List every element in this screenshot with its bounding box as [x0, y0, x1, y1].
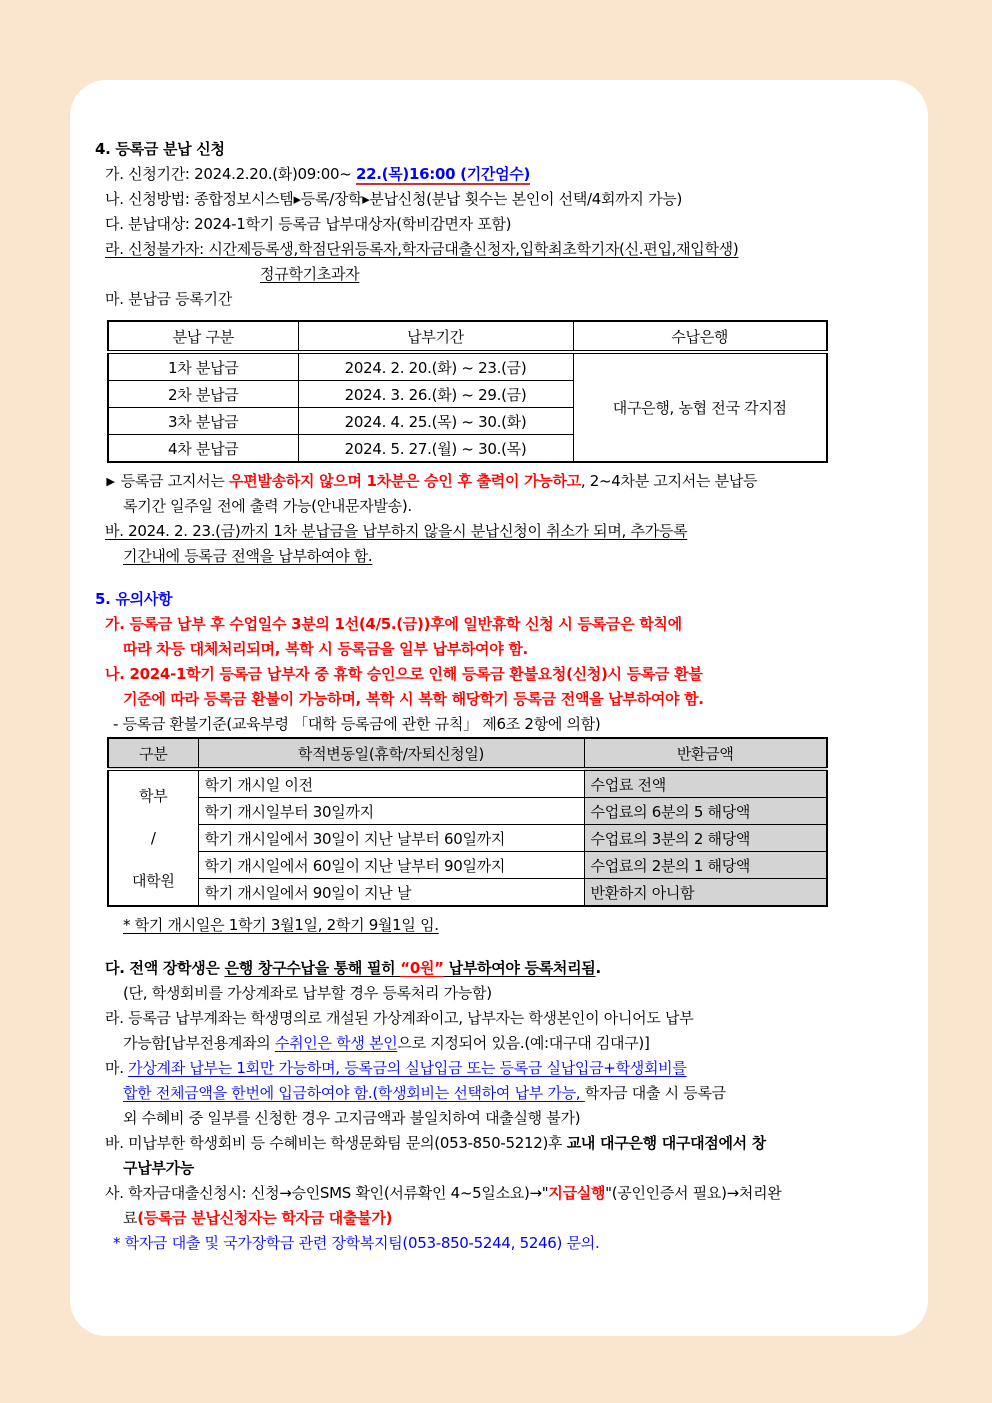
item-onetime-payment-line3: 외 수혜비 중 일부를 신청한 경우 고지금액과 불일치하여 대출실행 불가) [123, 1109, 581, 1127]
virtual-account-post: 으로 지정되어 있음.(예:대구대 김대구)] [397, 1034, 650, 1052]
item-label: 라. [105, 1009, 129, 1027]
item-installment-period [105, 287, 900, 312]
ineligible-text2: 정규학기초과자 [260, 265, 360, 283]
apply-period-text: 신청기간: 2024.2.20.(화)09:00~ [128, 165, 356, 183]
item-cancel-rule-line1 [105, 519, 900, 544]
item-label: 마. [105, 290, 129, 308]
installment-table [107, 320, 828, 463]
apply-deadline: 22.(목)16:00 (기간엄수) [356, 165, 531, 183]
item-refund-rule-line1 [105, 662, 900, 687]
scholarship-underline1: 은행 창구수납을 통해 필히 [224, 959, 401, 977]
col-header-installment-type: 분납 구분 [108, 321, 298, 352]
bill-notice-red: 우편발송하지 않으며 1차분은 승인 후 출력이 가능하고 [229, 472, 581, 490]
cancel-rule-body1: 2024. 2. 23.(금)까지 1차 분납금을 납부하지 않을시 분납신청이 취소가 되며, 추가등록 [128, 522, 688, 540]
refund-amount: 수업료 전액 [584, 769, 827, 798]
item-unpaid-fee-line2: 구납부가능 [123, 1159, 194, 1177]
semester-start-footnote [123, 913, 900, 938]
installment-type: 1차 분납금 [108, 352, 298, 381]
bill-notice-post: , 2~4차분 고지서는 분납등 [580, 472, 758, 490]
refund-table-header-row [108, 738, 827, 769]
item-label: 라. [105, 240, 129, 258]
item-target [105, 212, 900, 237]
item-ineligible-line2 [260, 262, 900, 287]
installment-table-header-row [108, 321, 827, 352]
refund-amount: 수업료의 2분의 1 해당액 [584, 852, 827, 879]
change-date: 학기 개시일에서 30일이 지난 날부터 60일까지 [198, 825, 584, 852]
item-label: 바. [105, 1134, 129, 1152]
cancel-rule-text2: 기간내에 등록금 전액을 납부하여야 함. [123, 547, 373, 565]
scholarship-end: . [595, 959, 601, 977]
refund-amount: 반환하지 아니함 [584, 879, 827, 907]
table-row [108, 769, 827, 798]
refund-amount: 수업료의 6분의 5 해당액 [584, 798, 827, 825]
category-line: / [150, 828, 156, 847]
change-date: 학기 개시일에서 60일이 지난 날부터 90일까지 [198, 852, 584, 879]
table-row [108, 352, 827, 381]
item-ineligible [105, 237, 900, 262]
onetime-payment-black: 학자금 대출 시 등록금 [584, 1084, 726, 1102]
category-group [115, 773, 192, 903]
document-content [70, 80, 928, 1256]
apply-method-text: 신청방법: 종합정보시스템▸등록/장학▸분납신청(분납 횟수는 본인이 선택/4회까지 가능) [128, 190, 683, 208]
item-onetime-payment-line2 [123, 1081, 900, 1106]
col-header-bank: 수납은행 [573, 321, 827, 352]
semester-start-text: * 학기 개시일은 1학기 3월1일, 2학기 9월1일 임. [123, 916, 439, 934]
item-onetime-payment-line1 [105, 1056, 900, 1081]
triangle-bullet-icon: ▶ [106, 474, 115, 488]
item-virtual-account-line1 [105, 1006, 900, 1031]
table-row [108, 798, 827, 825]
category-line: 대학원 [131, 872, 175, 891]
scholarship-underline2: 납부하여야 등록처리됨 [443, 959, 596, 977]
bill-notice-line1 [105, 469, 900, 494]
zero-won-highlight: “0원” [400, 959, 444, 977]
refund-amount: 수업료의 3분의 2 해당액 [584, 825, 827, 852]
item-label: 바. [105, 522, 129, 540]
item-label: 다. [105, 959, 130, 977]
table-row [108, 879, 827, 907]
payment-period: 2024. 3. 26.(화) ~ 29.(금) [298, 381, 573, 408]
section4-title: 4. 등록금 분납 신청 [95, 140, 225, 158]
refund-table [107, 737, 828, 907]
payment-period: 2024. 5. 27.(월) ~ 30.(목) [298, 435, 573, 463]
item-scholarship-rule [105, 956, 900, 981]
virtual-account-text1: 등록금 납부계좌는 학생명의로 개설된 가상계좌이고, 납부자는 학생본인이 아니어도 납부 [128, 1009, 694, 1027]
section5-title: 5. 유의사항 [95, 590, 173, 608]
loan-process-pre: 학자금대출신청시: 신청→승인SMS 확인(서류확인 4~5일소요)→" [128, 1184, 549, 1202]
col-header-refund-amount: 반환금액 [584, 738, 827, 769]
item-leave-rule-line2: 따라 차등 대체처리되며, 복학 시 등록금을 일부 납부하여야 함. [123, 640, 528, 658]
item-label: 마. [105, 1059, 129, 1077]
col-header-category: 구분 [108, 738, 198, 769]
change-date: 학기 개시일에서 90일이 지난 날 [198, 879, 584, 907]
item-virtual-account-line2 [123, 1031, 900, 1056]
refund-rule-text1: 2024-1학기 등록금 납부자 중 휴학 승인으로 인해 등록금 환불요청(신청)시 등록금 환불 [129, 665, 703, 683]
document-card [70, 80, 928, 1336]
unpaid-fee-pre: 미납부한 학생회비 등 수혜비는 학생문화팀 문의(053-850-5212)후 [128, 1134, 567, 1152]
item-label: 나. [105, 665, 130, 683]
loan-process-mid: "(공인인증서 필요)→처리완 [605, 1184, 782, 1202]
onetime-payment-blue2: 합한 전체금액을 한번에 입금하여야 함.(학생회비는 선택하여 납부 가능, [123, 1084, 585, 1102]
bill-notice-pre: 등록금 고지서는 [120, 472, 229, 490]
col-header-payment-period: 납부기간 [298, 321, 573, 352]
table-row [108, 852, 827, 879]
installment-type: 2차 분납금 [108, 381, 298, 408]
bank-cell: 대구은행, 농협 전국 각지점 [573, 352, 827, 462]
target-text: 분납대상: 2024-1학기 등록금 납부대상자(학비감면자 포함) [128, 215, 512, 233]
installment-period-text: 분납금 등록기간 [128, 290, 232, 308]
item-unpaid-fee-line1 [105, 1131, 900, 1156]
cancel-rule-text1 [105, 522, 687, 540]
item-label: 가. [105, 615, 130, 633]
item-loan-process-line2 [123, 1206, 900, 1231]
ineligible-list: 신청불가자: 시간제등록생,학점단위등록자,학자금대출신청자,입학최초학기자(신.편입,재입학생) [128, 240, 739, 258]
scholarship-sub-note: (단, 학생회비를 가상계좌로 납부할 경우 등록처리 가능함) [123, 984, 492, 1002]
loan-process-black: 료 [123, 1209, 138, 1227]
change-date: 학기 개시일부터 30일까지 [198, 798, 584, 825]
loan-execute-highlight: 지급실행 [548, 1184, 606, 1202]
item-label: 나. [105, 190, 129, 208]
payee-highlight: 수취인은 학생 본인 [274, 1034, 398, 1052]
loan-restriction-highlight: (등록금 분납신청자는 학자금 대출불가) [137, 1209, 393, 1227]
item-apply-method [105, 187, 900, 212]
ineligible-text [105, 240, 738, 258]
installment-type: 4차 분납금 [108, 435, 298, 463]
item-label: 가. [105, 165, 129, 183]
payment-period: 2024. 2. 20.(화) ~ 23.(금) [298, 352, 573, 381]
onetime-payment-blue1: 가상계좌 납부는 1회만 가능하며, 등록금의 실납입금 또는 등록금 실납입금+학생회비를 [128, 1059, 687, 1077]
bill-notice-line2: 록기간 일주일 전에 출력 가능(안내문자발송). [123, 497, 412, 515]
change-date: 학기 개시일 이전 [198, 769, 584, 798]
col-header-change-date: 학적변동일(휴학/자퇴신청일) [198, 738, 584, 769]
item-apply-period [105, 162, 900, 187]
category-group-cell [108, 769, 198, 906]
item-cancel-rule-line2 [123, 544, 900, 569]
category-line: 학부 [139, 786, 168, 805]
refund-basis-note: - 등록금 환불기준(교육부령 「대학 등록금에 관한 규칙」 제6조 2항에 의함) [113, 715, 601, 733]
payment-period: 2024. 4. 25.(목) ~ 30.(화) [298, 408, 573, 435]
leave-rule-text1: 등록금 납부 후 수업일수 3분의 1선(4/5.(금))후에 일반휴학 신청 시 등록금은 학칙에 [129, 615, 682, 633]
item-label: 사. [105, 1184, 129, 1202]
item-leave-rule-line1 [105, 612, 900, 637]
unpaid-fee-bold1: 교내 대구은행 대구대점에서 창 [566, 1134, 766, 1152]
table-row [108, 825, 827, 852]
item-loan-process-line1 [105, 1181, 900, 1206]
virtual-account-pre: 가능함[납부전용계좌의 [123, 1034, 275, 1052]
scholarship-pre: 전액 장학생은 [129, 959, 225, 977]
item-label: 다. [105, 215, 129, 233]
loan-contact-note: * 학자금 대출 및 국가장학금 관련 장학복지팀(053-850-5244, 5246) 문의. [113, 1234, 600, 1252]
installment-type: 3차 분납금 [108, 408, 298, 435]
item-refund-rule-line2: 기준에 따라 등록금 환불이 가능하며, 복학 시 복학 해당학기 등록금 전액을 납부하여야 함. [123, 690, 704, 708]
